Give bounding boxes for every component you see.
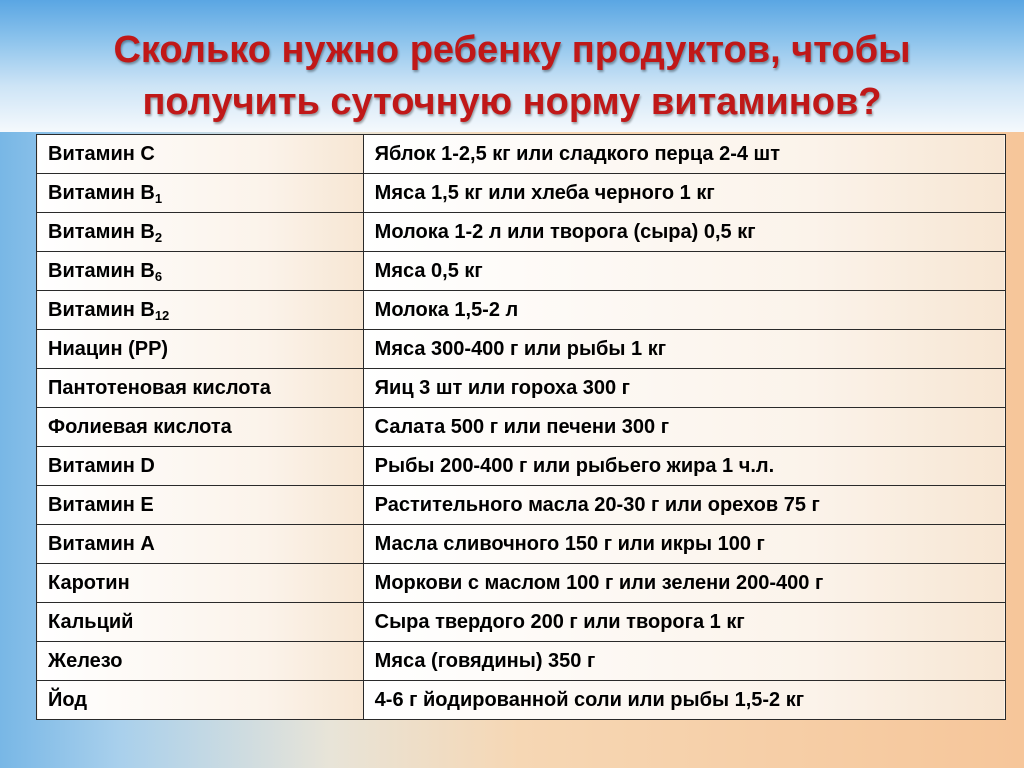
table-row [37, 174, 1006, 213]
table-row [37, 213, 1006, 252]
table-row [37, 564, 1006, 603]
table-row [37, 135, 1006, 174]
nutrient-name: Витамин А [48, 532, 155, 555]
slide-title-line-2: получить суточную норму витаминов? [142, 81, 882, 123]
nutrient-cell [37, 174, 364, 213]
nutrient-cell [37, 252, 364, 291]
nutrient-name: Ниацин (РР) [48, 337, 169, 360]
table-row [37, 252, 1006, 291]
table-row [37, 642, 1006, 681]
food-amount-cell: Мяса 1,5 кг или хлеба черного 1 кг [363, 174, 1005, 213]
food-amount-cell: Яблок 1-2,5 кг или сладкого перца 2-4 шт [363, 135, 1005, 174]
nutrient-name: Витамин С [48, 142, 155, 165]
nutrient-cell [37, 330, 364, 369]
table-row [37, 525, 1006, 564]
table-row [37, 447, 1006, 486]
nutrient-cell [37, 447, 364, 486]
food-amount-cell: Яиц 3 шт или гороха 300 г [363, 369, 1005, 408]
food-amount-cell: Моркови с маслом 100 г или зелени 200-400 г [363, 564, 1005, 603]
nutrient-cell [37, 408, 364, 447]
nutrient-name: Витамин D [48, 454, 155, 477]
nutrient-name: Витамин В [48, 181, 155, 204]
nutrient-subscript: 1 [154, 190, 163, 206]
food-amount-cell: Салата 500 г или печени 300 г [363, 408, 1005, 447]
slide-title [0, 24, 1024, 128]
table-row [37, 330, 1006, 369]
nutrient-subscript: 2 [154, 229, 163, 245]
nutrient-name: Витамин Е [48, 493, 154, 516]
nutrient-cell [37, 369, 364, 408]
nutrient-name: Фолиевая кислота [48, 415, 232, 438]
food-amount-cell: Растительного масла 20-30 г или орехов 75 г [363, 486, 1005, 525]
nutrient-name: Железо [48, 649, 123, 672]
food-amount-cell: Сыра твердого 200 г или творога 1 кг [363, 603, 1005, 642]
vitamin-table [36, 134, 1006, 720]
nutrient-cell [37, 135, 364, 174]
food-amount-cell: Молока 1,5-2 л [363, 291, 1005, 330]
table-row [37, 291, 1006, 330]
food-amount-cell: 4-6 г йодированной соли или рыбы 1,5-2 кг [363, 681, 1005, 720]
nutrient-name: Витамин В [48, 298, 155, 321]
table-row [37, 369, 1006, 408]
food-amount-cell: Молока 1-2 л или творога (сыра) 0,5 кг [363, 213, 1005, 252]
nutrient-name: Пантотеновая кислота [48, 376, 271, 399]
nutrient-subscript: 6 [154, 268, 163, 284]
nutrient-name: Витамин В [48, 259, 155, 282]
food-amount-cell: Мяса (говядины) 350 г [363, 642, 1005, 681]
nutrient-cell [37, 681, 364, 720]
table-row [37, 486, 1006, 525]
food-amount-cell: Мяса 0,5 кг [363, 252, 1005, 291]
food-amount-cell: Рыбы 200-400 г или рыбьего жира 1 ч.л. [363, 447, 1005, 486]
nutrient-cell [37, 291, 364, 330]
food-amount-cell: Мяса 300-400 г или рыбы 1 кг [363, 330, 1005, 369]
table-row [37, 603, 1006, 642]
nutrient-name: Кальций [48, 610, 134, 633]
food-amount-cell: Масла сливочного 150 г или икры 100 г [363, 525, 1005, 564]
nutrient-cell [37, 642, 364, 681]
nutrient-name: Витамин В [48, 220, 155, 243]
nutrient-cell [37, 213, 364, 252]
nutrient-cell [37, 603, 364, 642]
table-row [37, 408, 1006, 447]
slide-title-line-1: Сколько нужно ребенку продуктов, чтобы [113, 29, 911, 71]
nutrient-cell [37, 525, 364, 564]
nutrient-subscript: 12 [154, 307, 170, 323]
table-row [37, 681, 1006, 720]
nutrient-cell [37, 486, 364, 525]
nutrient-name: Йод [48, 688, 88, 711]
nutrient-name: Каротин [48, 571, 130, 594]
nutrient-cell [37, 564, 364, 603]
